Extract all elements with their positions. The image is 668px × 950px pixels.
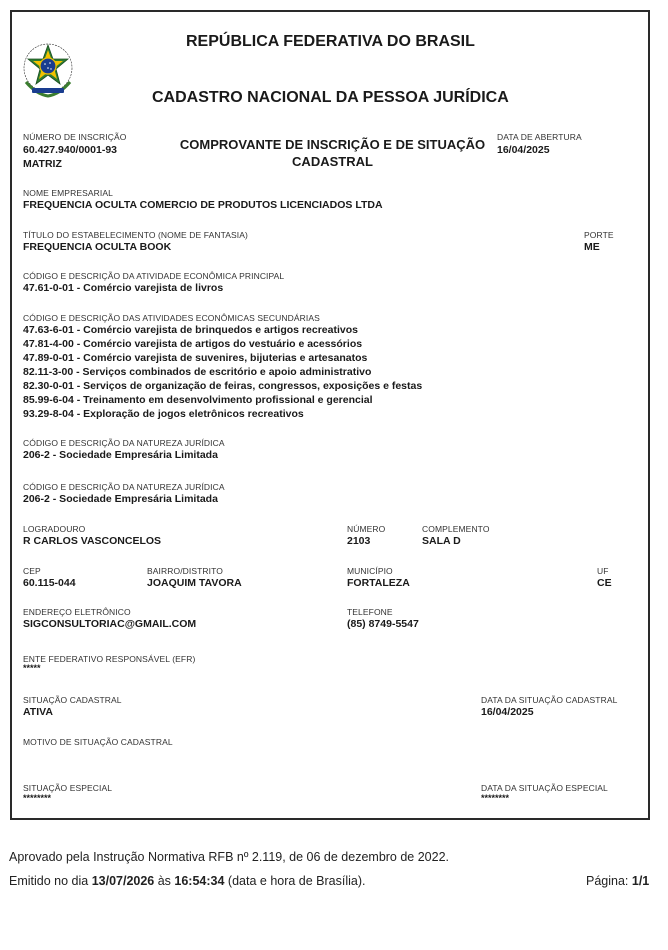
list-item: 82.11-3-00 - Serviços combinados de escritório e apoio administrativo — [23, 366, 372, 378]
efr-value: ***** — [23, 663, 41, 673]
telefone-label: TELEFONE — [347, 607, 393, 617]
especial-data-label: DATA DA SITUAÇÃO ESPECIAL — [481, 783, 608, 793]
fantasia-label: TÍTULO DO ESTABELECIMENTO (NOME DE FANTASIA) — [23, 230, 248, 240]
porte-value: ME — [584, 241, 600, 253]
natureza-value-1: 206-2 - Sociedade Empresária Limitada — [23, 449, 218, 461]
emitido-time: 16:54:34 — [174, 874, 225, 888]
situacao-label: SITUAÇÃO CADASTRAL — [23, 695, 122, 705]
especial-value: ******** — [23, 793, 52, 803]
list-item: 47.89-0-01 - Comércio varejista de suvenires, bijuterias e artesanatos — [23, 352, 368, 364]
cep-value: 60.115-044 — [23, 577, 76, 589]
list-item: 93.29-8-04 - Exploração de jogos eletrônicos recreativos — [23, 408, 304, 420]
footer-emitido — [9, 874, 366, 888]
abertura-value: 16/04/2025 — [497, 144, 550, 156]
list-item: 47.81-4-00 - Comércio varejista de artigos do vestuário e acessórios — [23, 338, 363, 350]
inscricao-number: 60.427.940/0001-93 — [23, 144, 118, 156]
especial-data-value: ******** — [481, 793, 510, 803]
cep-label: CEP — [23, 566, 41, 576]
atividade-principal-value: 47.61-0-01 - Comércio varejista de livros — [23, 282, 224, 294]
email-label: ENDEREÇO ELETRÔNICO — [23, 607, 131, 617]
list-item: 82.30-0-01 - Serviços de organização de feiras, congressos, exposições e festas — [23, 380, 423, 392]
logradouro-value: R CARLOS VASCONCELOS — [23, 535, 162, 547]
brazil-coat-of-arms-icon — [22, 42, 74, 98]
uf-label: UF — [597, 566, 609, 576]
logradouro-label: LOGRADOURO — [23, 524, 86, 534]
cadastro-title: CADASTRO NACIONAL DA PESSOA JURÍDICA — [152, 89, 509, 106]
numero-label: NÚMERO — [347, 524, 386, 534]
porte-label: PORTE — [584, 230, 614, 240]
atividade-principal-label: CÓDIGO E DESCRIÇÃO DA ATIVIDADE ECONÔMICA PRINCIPAL — [23, 271, 285, 281]
atividades-secundarias-label: CÓDIGO E DESCRIÇÃO DAS ATIVIDADES ECONÔMICAS SECUNDÁRIAS — [23, 313, 320, 323]
complemento-value: SALA D — [422, 535, 461, 547]
fantasia-value: FREQUENCIA OCULTA BOOK — [23, 241, 172, 253]
municipio-value: FORTALEZA — [347, 577, 410, 589]
emitido-date: 13/07/2026 — [91, 874, 155, 888]
republic-title: REPÚBLICA FEDERATIVA DO BRASIL — [186, 33, 475, 50]
email-value: SIGCONSULTORIAC@GMAIL.COM — [23, 618, 197, 630]
atividades-secundarias-list — [23, 323, 422, 421]
nome-empresarial-label: NOME EMPRESARIAL — [23, 188, 113, 198]
numero-value: 2103 — [347, 535, 371, 547]
telefone-value: (85) 8749-5547 — [347, 618, 419, 630]
list-item: 47.63-6-01 - Comércio varejista de brinquedos e artigos recreativos — [23, 324, 358, 336]
pagina-value: 1/1 — [631, 874, 650, 888]
complemento-label: COMPLEMENTO — [422, 524, 490, 534]
pagina-label: Página: — [586, 874, 632, 888]
footer-aprovado: Aprovado pela Instrução Normativa RFB nº 2.119, de 06 de dezembro de 2022. — [9, 850, 450, 864]
uf-value: CE — [597, 577, 612, 589]
inscricao-type: MATRIZ — [23, 158, 62, 170]
nome-empresarial-value: FREQUENCIA OCULTA COMERCIO DE PRODUTOS LICENCIADOS LTDA — [23, 199, 383, 211]
municipio-label: MUNICÍPIO — [347, 566, 393, 576]
inscricao-label: NÚMERO DE INSCRIÇÃO — [23, 132, 127, 142]
comprovante-title: COMPROVANTE DE INSCRIÇÃO E DE SITUAÇÃO CADASTRAL — [179, 137, 486, 169]
especial-label: SITUAÇÃO ESPECIAL — [23, 783, 113, 793]
list-item: 85.99-6-04 - Treinamento em desenvolvimento profissional e gerencial — [23, 394, 373, 406]
situacao-data-value: 16/04/2025 — [481, 706, 534, 718]
bairro-value: JOAQUIM TAVORA — [147, 577, 242, 589]
emitido-prefix: Emitido no dia — [9, 874, 92, 888]
emitido-suffix: (data e hora de Brasília). — [224, 874, 366, 888]
emitido-mid: às — [154, 874, 175, 888]
natureza-value-2: 206-2 - Sociedade Empresária Limitada — [23, 493, 218, 505]
footer-pagina — [586, 874, 649, 888]
natureza-label-1: CÓDIGO E DESCRIÇÃO DA NATUREZA JURÍDICA — [23, 438, 225, 448]
bairro-label: BAIRRO/DISTRITO — [147, 566, 223, 576]
abertura-label: DATA DE ABERTURA — [497, 132, 582, 142]
situacao-value: ATIVA — [23, 706, 53, 718]
situacao-data-label: DATA DA SITUAÇÃO CADASTRAL — [481, 695, 618, 705]
motivo-label: MOTIVO DE SITUAÇÃO CADASTRAL — [23, 737, 173, 747]
efr-label: ENTE FEDERATIVO RESPONSÁVEL (EFR) — [23, 654, 196, 664]
natureza-label-2: CÓDIGO E DESCRIÇÃO DA NATUREZA JURÍDICA — [23, 482, 225, 492]
